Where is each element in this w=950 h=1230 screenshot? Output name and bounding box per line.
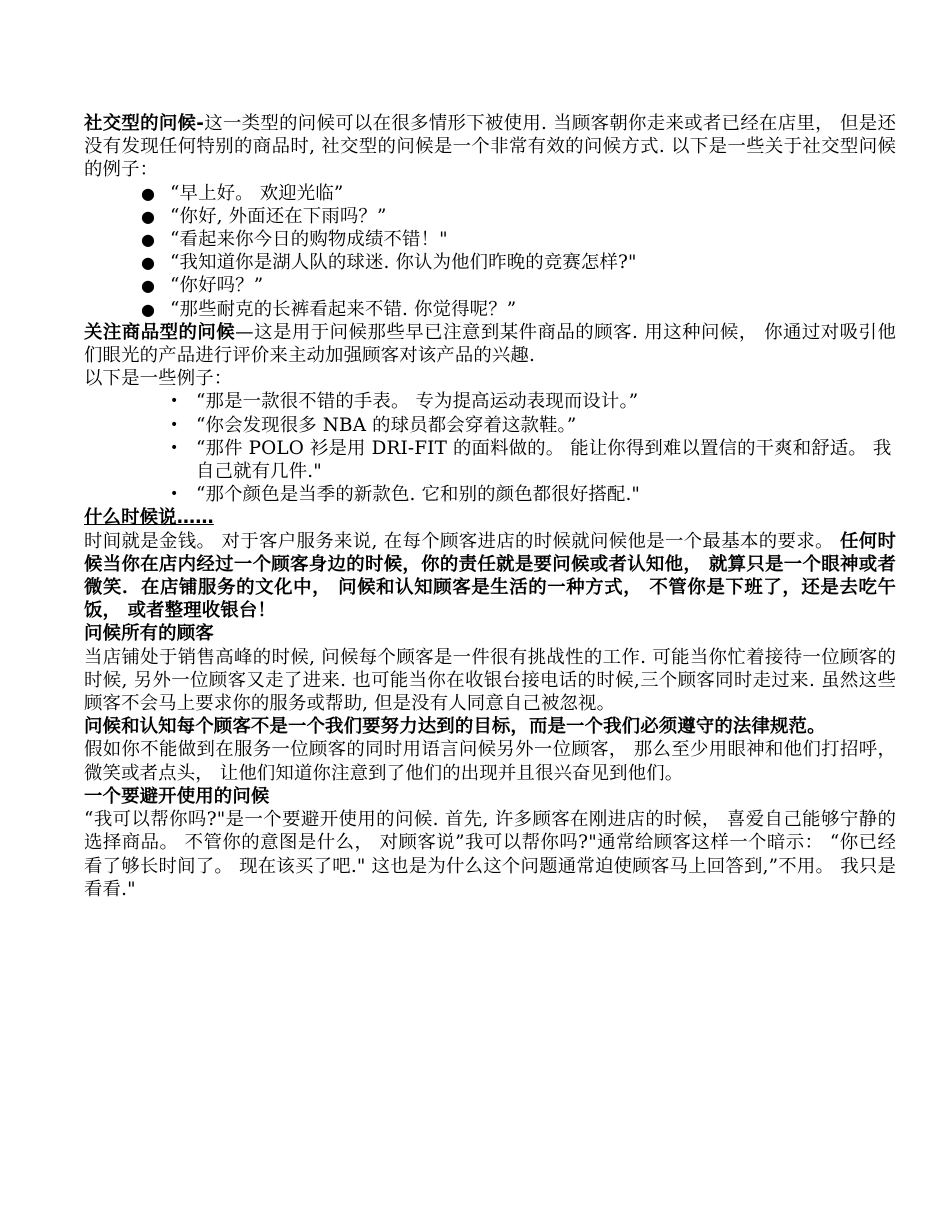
bullet-icon: ●: [141, 299, 156, 319]
example-text: “你好吗？”: [170, 275, 264, 297]
example-text: “早上好。 欢迎光临”: [170, 182, 344, 204]
bullet-icon: •: [170, 486, 179, 503]
bullet-icon: ●: [141, 206, 156, 226]
list-item: [84, 437, 896, 483]
product-greeting-text: —这是用于问候那些早已注意到某件商品的顾客. 用这种问候， 你通过对吸引他们眼光的产品进行评价来主动加强顾客对该产品的兴趣.: [84, 321, 896, 367]
list-item: [84, 251, 896, 274]
avoid-greeting-text: “我可以帮你吗?"是一个要避开使用的问候. 首先, 许多顾客在刚进店的时候， 喜爱自己能够宁静的选择商品。 不管你的意图是什么， 对顾客说”我可以帮你吗?"通常给顾客这样一个暗示： “你已经看了够长时间了。 现在该买了吧." 这也是为什么这个问题通常迫使顾客马上回答到,”不用。 我只是看看.": [84, 809, 896, 900]
bullet-icon: •: [170, 416, 179, 433]
when-to-say-title: 什么时候说……: [84, 507, 214, 529]
example-text: “你会发现很多 NBA 的球员都会穿着这款鞋。”: [196, 414, 577, 436]
list-item: [84, 390, 896, 413]
bullet-icon: ●: [141, 276, 156, 296]
list-item: [84, 298, 896, 321]
example-text: “那个颜色是当季的新款色. 它和别的颜色都很好搭配.": [196, 484, 641, 506]
document-page: [84, 112, 896, 901]
social-greeting-examples: [84, 182, 896, 321]
list-item: [84, 483, 896, 506]
list-item: [84, 274, 896, 297]
avoid-greeting-title: 一个要避开使用的问候: [84, 785, 270, 807]
social-greeting-text: 这一类型的问候可以在很多情形下被使用. 当顾客朝你走来或者已经在店里， 但是还没有发现任何特别的商品时, 社交型的问候是一个非常有效的问候方式. 以下是一些关于社交型问候的例子：: [84, 113, 897, 181]
example-text: “你好, 外面还在下雨吗？”: [170, 205, 387, 227]
greet-all-title: 问候所有的顾客: [84, 623, 214, 645]
bullet-icon: ●: [141, 253, 156, 273]
product-greeting-intro: 以下是一些例子：: [84, 368, 233, 390]
example-text: “我知道你是湖人队的球迷. 你认为他们昨晚的竞赛怎样?": [170, 252, 637, 274]
when-to-say-paragraph: [84, 530, 896, 623]
list-item: [84, 228, 896, 251]
example-text: “看起来你今日的购物成绩不错！": [170, 229, 448, 251]
bullet-icon: ●: [141, 230, 156, 250]
list-item: [84, 205, 896, 228]
product-greeting-title: 关注商品型的问候: [84, 321, 236, 343]
when-to-say-bold-text: 任何时候当你在店内经过一个顾客身边的时候，你的责任就是要问候或者认知他， 就算只是一个眼神或者微笑．在店铺服务的文化中， 问候和认知顾客是生活的一种方式， 不管你是下班了，还是去吃午饭， 或者整理收银台！: [84, 530, 897, 622]
example-text: “那件 POLO 衫是用 DRI-FIT 的面料做的。 能让你得到难以置信的干爽和舒适。 我自己就有几件.": [196, 437, 892, 483]
product-greeting-paragraph: [84, 321, 896, 367]
example-text: “那些耐克的长裤看起来不错. 你觉得呢？”: [170, 298, 517, 320]
bullet-icon: •: [170, 393, 179, 410]
list-item: [84, 182, 896, 205]
greet-all-text-2: 假如你不能做到在服务一位顾客的同时用语言问候另外一位顾客， 那么至少用眼神和他们打招呼， 微笑或者点头， 让他们知道你注意到了他们的出现并且很兴奋见到他们。: [84, 739, 896, 784]
bullet-icon: •: [170, 439, 179, 456]
greet-all-bold-text: 问候和认知每个顾客不是一个我们要努力达到的目标，而是一个我们必须遵守的法律规范。: [84, 716, 826, 738]
greet-all-text: 当店铺处于销售高峰的时候, 问候每个顾客是一件很有挑战性的工作. 可能当你忙着接待一位顾客的时候, 另外一位顾客又走了进来. 也可能当你在收银台接电话的时候,三个顾客同时走过来. 虽然这些顾客不会马上要求你的服务或帮助, 但是没有人同意自己被忽视。: [84, 646, 896, 715]
social-greeting-paragraph: [84, 112, 896, 182]
social-greeting-title: 社交型的问候-: [84, 113, 205, 134]
product-greeting-examples: [84, 390, 896, 506]
bullet-icon: ●: [141, 183, 156, 203]
example-text: “那是一款很不错的手表。 专为提高运动表现而设计。”: [196, 391, 639, 413]
list-item: [84, 414, 896, 437]
when-to-say-text: 时间就是金钱。 对于客户服务来说, 在每个顾客进店的时候就问候他是一个最基本的要求。: [84, 530, 834, 552]
